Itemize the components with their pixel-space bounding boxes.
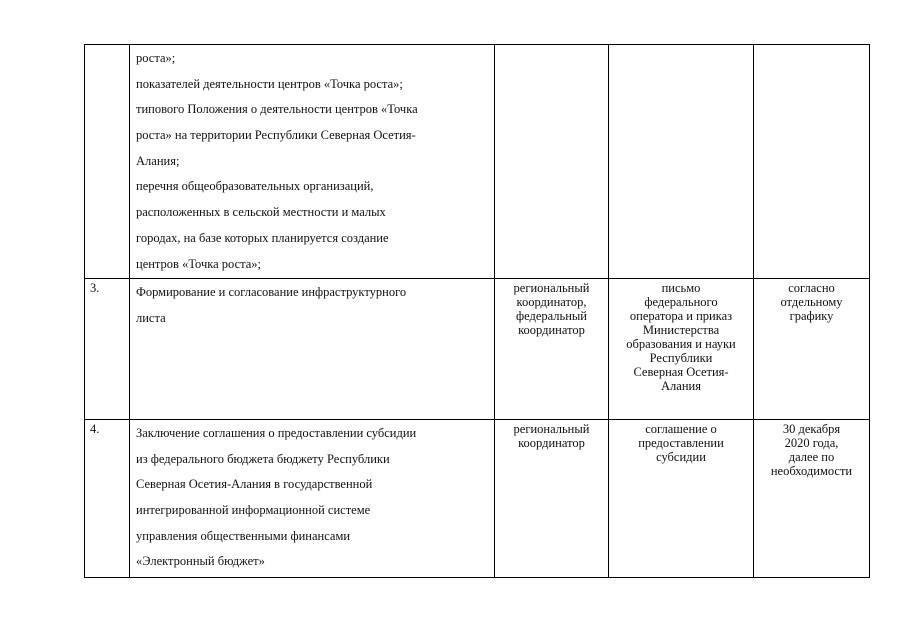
deadline-line: необходимости (770, 464, 853, 478)
responsible-line: федеральный (515, 309, 587, 323)
document-line: субсидии (656, 450, 706, 464)
table-row (85, 45, 870, 279)
document-line: федерального (644, 295, 718, 309)
description-line: центров «Точка роста»; (136, 256, 262, 271)
description-line: показателей деятельности центров «Точка роста»; (136, 76, 403, 91)
responsible-cell (495, 45, 609, 279)
document-line: образования и науки (626, 337, 736, 351)
row-number: 3. (85, 279, 130, 420)
deadline-line: далее по (788, 450, 835, 464)
description-line: типового Положения о деятельности центров «Точка (136, 102, 418, 117)
document-line: Министерства (642, 323, 720, 337)
description-line: листа (136, 310, 166, 325)
description-line: из федерального бюджета бюджету Республики (136, 451, 390, 466)
description-line: роста» на территории Республики Северная Осетия- (136, 128, 416, 143)
document-line: соглашение о (645, 422, 717, 436)
measures-table (84, 44, 870, 578)
description-line: Формирование и согласование инфраструктурного (136, 285, 407, 299)
document-line: Алания (661, 379, 701, 393)
deadline-cell (754, 279, 870, 420)
row-number (85, 45, 130, 279)
measure-description (130, 45, 495, 279)
deadline-cell (754, 420, 870, 578)
document-cell (609, 279, 754, 420)
description-line: перечня общеобразовательных организаций, (136, 179, 374, 194)
description-line: управления общественными финансами (136, 528, 351, 543)
description-line: роста»; (136, 51, 176, 65)
measure-description (130, 420, 495, 578)
description-line: городах, на базе которых планируется создание (136, 230, 389, 245)
table-row (85, 420, 870, 578)
row-number: 4. (85, 420, 130, 578)
description-line: интегрированной информационной системе (136, 503, 371, 518)
deadline-cell (754, 45, 870, 279)
description-line: «Электронный бюджет» (136, 554, 265, 569)
document-line: оператора и приказ (629, 309, 733, 323)
deadline-line: согласно (788, 281, 835, 295)
responsible-line: региональный (513, 281, 590, 295)
responsible-line: координатор (518, 323, 585, 337)
document-line: Республики (649, 351, 713, 365)
table-body (85, 45, 870, 578)
measure-description (130, 279, 495, 420)
responsible-cell (495, 279, 609, 420)
deadline-line: 2020 года, (784, 436, 839, 450)
deadline-line: 30 декабря (782, 422, 841, 436)
document-line: письмо (661, 281, 701, 295)
responsible-cell (495, 420, 609, 578)
table-row (85, 279, 870, 420)
document-cell (609, 420, 754, 578)
responsible-line: региональный (513, 422, 590, 436)
deadline-line: отдельному (780, 295, 843, 309)
responsible-line: координатор (518, 436, 585, 450)
responsible-line: координатор, (516, 295, 587, 309)
document-cell (609, 45, 754, 279)
description-line: Алания; (136, 153, 180, 168)
document-line: предоставлении (638, 436, 724, 450)
document-line: Северная Осетия- (633, 365, 729, 379)
description-line: расположенных в сельской местности и малых (136, 205, 386, 220)
description-line: Северная Осетия-Алания в государственной (136, 477, 373, 492)
description-line: Заключение соглашения о предоставлении субсидии (136, 426, 417, 440)
deadline-line: графику (789, 309, 834, 323)
